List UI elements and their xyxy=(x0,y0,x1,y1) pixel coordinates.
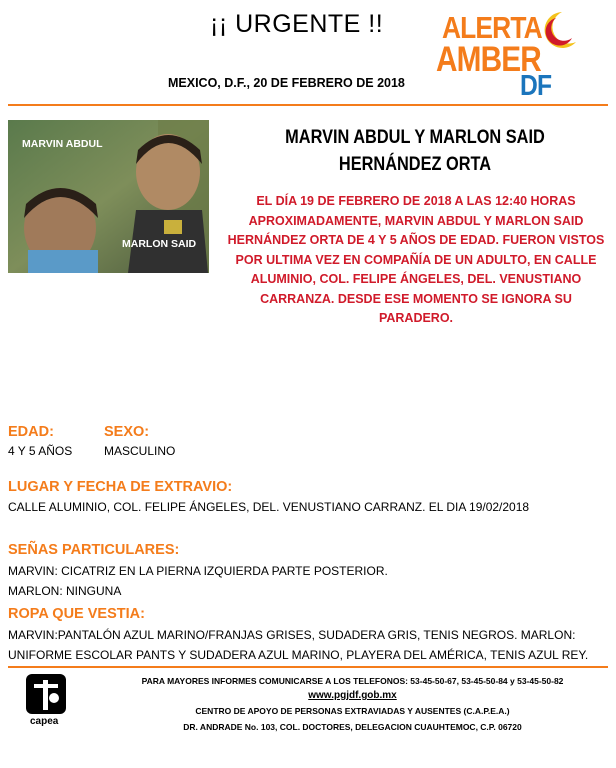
children-photo xyxy=(8,120,209,273)
desc-line: HERNÁNDEZ ORTA DE 4 Y 5 AÑOS DE EDAD. FUERON VISTOS xyxy=(227,233,605,247)
logo-line-amber: AMBER xyxy=(436,40,541,79)
senas-label: SEÑAS PARTICULARES: xyxy=(8,542,180,558)
footer-org: CENTRO DE APOYO DE PERSONAS EXTRAVIADAS Y AUSENTES (C.A.P.E.A.) xyxy=(195,706,510,716)
urgent-title: ¡¡ URGENTE !! xyxy=(210,10,384,38)
capea-logo-text: capea xyxy=(30,716,59,727)
sexo-label: SEXO: xyxy=(104,424,150,440)
capea-logo xyxy=(24,672,68,730)
desc-line: EL DÍA 19 DE FEBRERO DE 2018 A LAS 12:40 HORAS xyxy=(256,194,576,208)
senas-line-1: MARVIN: CICATRIZ EN LA PIERNA IZQUIERDA PARTE POSTERIOR. xyxy=(8,564,388,578)
moon-icon xyxy=(542,8,578,52)
edad-value: 4 Y 5 AÑOS xyxy=(8,444,73,458)
senas-line-2: MARLON: NINGUNA xyxy=(8,584,122,598)
sexo-value: MASCULINO xyxy=(104,444,176,458)
edad-label: EDAD: xyxy=(8,424,54,440)
header-divider xyxy=(8,104,608,106)
photo-label-marlon: MARLON SAID xyxy=(122,238,197,250)
photo-label-marvin: MARVIN ABDUL xyxy=(22,138,103,150)
desc-line: POR ULTIMA VEZ EN COMPAÑÍA DE UN ADULTO, EN CALLE xyxy=(235,252,597,267)
names-line-1: MARVIN ABDUL Y MARLON SAID xyxy=(285,127,545,148)
desc-line: ALUMINIO, COL. FELIPE ÁNGELES, DEL. VENUSTIANO xyxy=(250,272,582,286)
missing-names xyxy=(247,124,582,178)
lugar-label: LUGAR Y FECHA DE EXTRAVIO: xyxy=(8,479,233,495)
desc-line: CARRANZA. DESDE ESE MOMENTO SE IGNORA SU xyxy=(260,291,572,306)
footer-url[interactable]: www.pgjdf.gob.mx xyxy=(308,690,397,701)
alerta-amber-logo xyxy=(430,8,612,100)
incident-description xyxy=(226,192,606,329)
lugar-value: CALLE ALUMINIO, COL. FELIPE ÁNGELES, DEL. VENUSTIANO CARRANZ. EL DIA 19/02/2018 xyxy=(8,500,530,514)
ropa-label: ROPA QUE VESTIA: xyxy=(8,606,145,622)
desc-line: APROXIMADAMENTE, MARVIN ABDUL Y MARLON SAID xyxy=(248,213,584,228)
dateline: MEXICO, D.F., 20 DE FEBRERO DE 2018 xyxy=(168,76,405,90)
ropa-line-1: MARVIN:PANTALÓN AZUL MARINO/FRANJAS GRISES, SUDADERA GRIS, TENIS NEGROS. MARLON: xyxy=(8,628,576,642)
logo-line-alerta: ALERTA xyxy=(442,10,542,45)
capea-emblem-icon xyxy=(24,672,68,716)
names-line-2: HERNÁNDEZ ORTA xyxy=(338,154,492,175)
footer-divider xyxy=(8,666,608,668)
desc-line: PARADERO. xyxy=(378,311,454,325)
logo-line-df: DF xyxy=(520,70,552,102)
footer-address: DR. ANDRADE No. 103, COL. DOCTORES, DELEGACION CUAUHTEMOC, C.P. 06720 xyxy=(183,722,522,732)
ropa-line-2: UNIFORME ESCOLAR PANTS Y SUDADERA AZUL MARINO, PLAYERA DEL AMÉRICA, TENIS AZUL REY. xyxy=(8,648,589,662)
footer-phones: PARA MAYORES INFORMES COMUNICARSE A LOS TELEFONOS: 53-45-50-67, 53-45-50-84 y 53-45-50-82 xyxy=(141,676,564,686)
